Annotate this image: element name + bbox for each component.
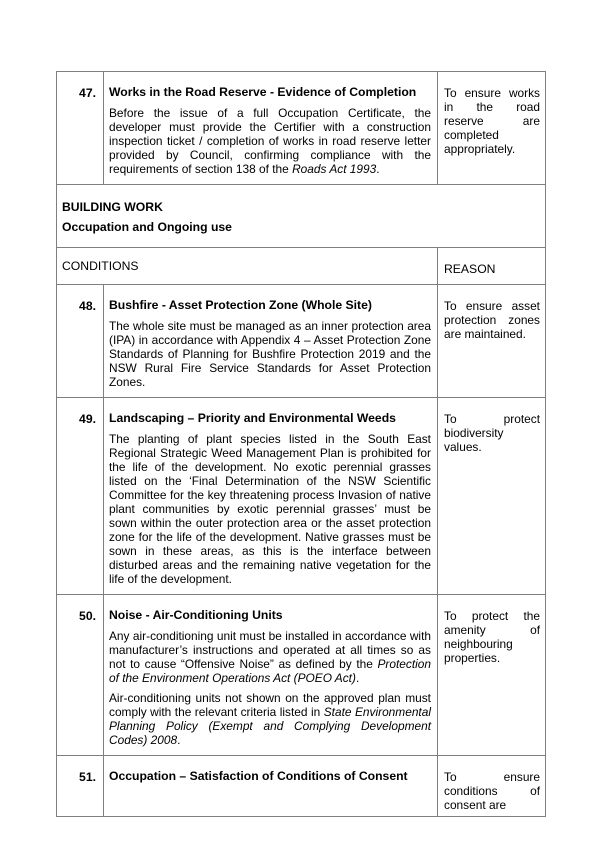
italic-citation: Roads Act 1993 — [292, 162, 377, 176]
condition-row — [57, 285, 546, 398]
italic-citation: State Environmental Planning Policy (Exempt and Complying Development Codes) 2008 — [109, 705, 431, 747]
condition-reason: To ensure conditions of consent are — [438, 756, 546, 817]
section-subheading: Occupation and Ongoing use — [62, 220, 232, 234]
condition-row — [57, 595, 546, 756]
condition-text — [109, 319, 431, 389]
text-run: Any air-conditioning unit must be installed in accordance with manufacturer’s instructions and operated at all times so as not to cause “Offensive Noise” as defined by the — [109, 629, 431, 671]
text-run: The planting of plant species listed in the South East Regional Strategic Weed Management Plan is prohibited for the life of the development. No exotic perennial grasses listed on the ‘Final Determination of the NSW Scientific Committee for the key threatening process Invasion of native plant communities by exotic perennial grasses’ must be sown within the outer protection area or the asset protection zone for the life of the development. Native grasses must be sown in these areas, as this is the interface between disturbed areas and the remaining native vegetation for the life of the development. — [109, 432, 431, 586]
condition-body — [104, 285, 438, 398]
document-page — [56, 71, 545, 817]
condition-reason: To protect biodiversity values. — [438, 398, 546, 595]
condition-row — [57, 72, 546, 185]
condition-row — [57, 756, 546, 817]
condition-paragraph — [109, 106, 431, 176]
condition-body — [104, 595, 438, 756]
condition-number: 49. — [57, 398, 104, 595]
condition-title: Noise - Air-Conditioning Units — [109, 608, 283, 622]
condition-body — [104, 398, 438, 595]
condition-number: 47. — [57, 72, 104, 185]
condition-title: Bushfire - Asset Protection Zone (Whole Site) — [109, 298, 372, 312]
condition-paragraph — [109, 629, 431, 685]
condition-reason: To protect the amenity of neighbouring properties. — [438, 595, 546, 756]
condition-paragraph — [109, 691, 431, 747]
text-run: . — [355, 671, 360, 685]
condition-title: Works in the Road Reserve - Evidence of Completion — [109, 85, 417, 99]
condition-text — [109, 106, 431, 176]
condition-text — [109, 432, 431, 586]
section-heading: BUILDING WORK — [62, 200, 163, 214]
section-row — [57, 185, 546, 248]
reason-header: REASON — [438, 248, 546, 285]
condition-title: Landscaping – Priority and Environmental Weeds — [109, 411, 396, 425]
table-header-row — [57, 248, 546, 285]
conditions-header: CONDITIONS — [57, 248, 438, 285]
italic-citation: Protection of the Environment Operations Act (POEO Act) — [109, 657, 431, 685]
condition-body — [104, 756, 438, 817]
condition-reason: To ensure works in the road reserve are completed appropriately. — [438, 72, 546, 185]
condition-paragraph — [109, 319, 431, 389]
text-run: Before the issue of a full Occupation Certificate, the developer must provide the Certifier with a construction inspection ticket / completion of works in road reserve letter provided by Council, confirming compliance with the requirements of section 138 of the — [109, 106, 431, 176]
condition-body — [104, 72, 438, 185]
text-run: The whole site must be managed as an inner protection area (IPA) in accordance with Appendix 4 – Asset Protection Zone Standards of Planning for Bushfire Protection 2019 and the NSW Rural Fire Service Standards for Asset Protection Zones. — [109, 319, 431, 389]
condition-number: 48. — [57, 285, 104, 398]
text-run: . — [376, 162, 380, 176]
conditions-table — [56, 71, 546, 817]
text-run: Air-conditioning units not shown on the approved plan must comply with the relevant criteria listed in — [109, 691, 431, 719]
condition-row — [57, 398, 546, 595]
condition-number: 50. — [57, 595, 104, 756]
section-heading-cell — [57, 185, 546, 248]
condition-title: Occupation – Satisfaction of Conditions of Consent — [109, 769, 408, 783]
condition-reason: To ensure asset protection zones are maintained. — [438, 285, 546, 398]
text-run: . — [177, 733, 181, 747]
condition-paragraph — [109, 432, 431, 586]
condition-number: 51. — [57, 756, 104, 817]
condition-text — [109, 629, 431, 747]
